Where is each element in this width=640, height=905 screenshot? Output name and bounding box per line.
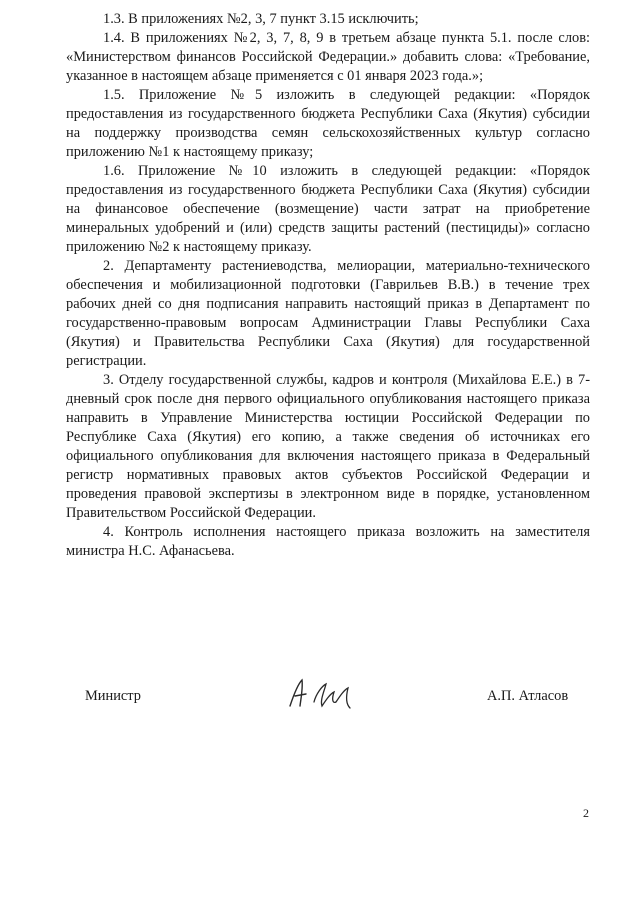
paragraph-2: 2. Департаменту растениеводства, мелиорации, материально-технического обеспечения и мобилизационной подготовки (Гаврильев В.В.) в течение трех рабочих дней со дня подписания направить настоящий приказ в Департамент по государственно-правовым вопросам Администрации Главы Республики Саха (Якутия) и Правительства Республики Саха (Якутия) для государственной регистрации.	[66, 258, 590, 369]
paragraph-3: 3. Отделу государственной службы, кадров и контроля (Михайлова Е.Е.) в 7-дневный срок после дня первого официального опубликования настоящего приказа направить в Управление Министерства юстиции Российской Федерации по Республике Саха (Якутия) его копию, а также сведения об источниках его официального опубликования для включения настоящего приказа в Федеральный регистр нормативных правовых актов субъектов Российской Федерации и проведения правовой экспертизы в электронном виде в порядке, установленном Правительством Российской Федерации.	[66, 372, 590, 521]
paragraph-4: 4. Контроль исполнения настоящего приказа возложить на заместителя министра Н.С. Афанасьева.	[66, 524, 590, 559]
paragraph-1-5: 1.5. Приложение №5 изложить в следующей редакции: «Порядок предоставления из государственного бюджета Республики Саха (Якутия) субсидии на поддержку производства семян сельскохозяйственных культур согласно приложению №1 к настоящему приказу;	[66, 87, 590, 160]
handwritten-signature	[286, 676, 366, 712]
paragraph-1-6: 1.6. Приложение №10 изложить в следующей редакции: «Порядок предоставления из государственного бюджета Республики Саха (Якутия) субсидии на финансовое обеспечение (возмещение) части затрат на приобретение минеральных удобрений и (или) средств защиты растений (пестициды)» согласно приложению №2 к настоящему приказу.	[66, 163, 590, 255]
signature-block	[0, 676, 640, 716]
paragraph-1-3: 1.3. В приложениях №2, 3, 7 пункт 3.15 исключить;	[103, 11, 419, 27]
paragraph-1-4: 1.4. В приложениях №2, 3, 7, 8, 9 в третьем абзаце пункта 5.1. после слов: «Министерством финансов Российской Федерации.» добавить слова: «Требование, указанное в настоящем абзаце применяется с 01 января 2023 года.»;	[66, 30, 590, 84]
signatory-title: Министр	[85, 688, 141, 704]
signatory-name: А.П. Атласов	[487, 688, 569, 704]
document-body	[66, 10, 590, 561]
page-number: 2	[583, 806, 589, 820]
